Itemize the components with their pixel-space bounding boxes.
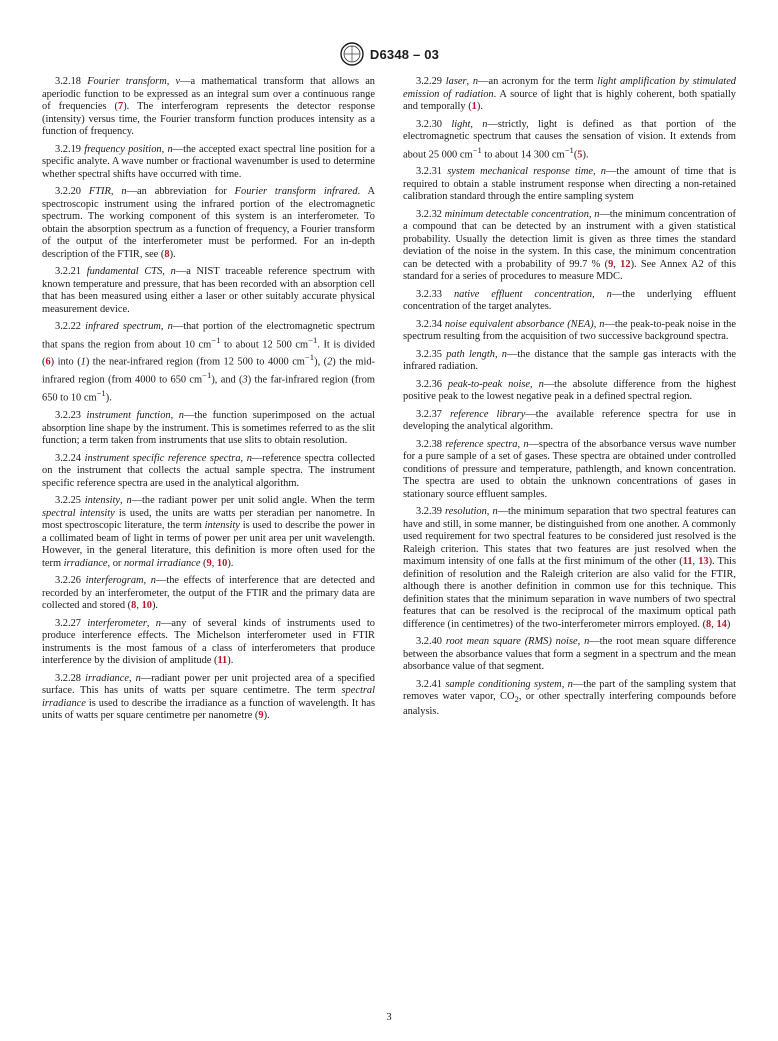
reference-link[interactable]: 8 [164, 248, 170, 260]
document-designation: D6348 – 03 [369, 46, 440, 62]
definition-paragraph: 3.2.40 root mean square (RMS) noise, n—the root mean square difference between the absorbance values that form a segment in a spectrum and the mean absorbance value of that segment. [403, 636, 737, 673]
reference-link[interactable]: 5 [577, 148, 583, 160]
reference-link[interactable]: 8 [131, 600, 137, 612]
page-header [0, 42, 778, 66]
definition-paragraph: 3.2.24 instrument specific reference spectra, n—reference spectra collected on the instrument that collects the actual sample spectra. The instrument specific reference spectra are used in the analytical algorithm. [42, 452, 375, 489]
definition-paragraph: 3.2.26 interferogram, n—the effects of interference that are detected and recorded by an interferometer, the output of the FTIR and the primary data are collected and stored (8, 10). [42, 575, 376, 612]
reference-link[interactable]: 13 [698, 556, 709, 568]
reference-link[interactable]: 10 [216, 557, 228, 569]
page-number: 3 [386, 1012, 392, 1023]
definition-paragraph: 3.2.18 Fourier transform, v—a mathematical transform that allows an aperiodic function to be expressed as an integral sum over a continuous range of frequencies (7). The interferogram represents the detector response (intensity) versus time, the Fourier transform function produces intensity as a function of frequency. [42, 76, 376, 137]
definition-paragraph: 3.2.35 path length, n—the distance that the sample gas interacts with the infrared radiation. [403, 348, 736, 373]
reference-link[interactable]: 12 [620, 258, 631, 270]
definition-paragraph: 3.2.28 irradiance, n—radiant power per unit projected area of a specified surface. This has units of watts per square centimetre. The term spectral irradiance is used to describe the irradiance as a function of wavelength. It has units of watts per square centimetre per nanometre (9). [42, 672, 375, 722]
reference-link[interactable]: 7 [118, 101, 124, 112]
definition-paragraph: 3.2.27 interferometer, n—any of several kinds of instruments used to produce interference effects. The Michelson interferometer used in FTIR instruments is the most famous of a class of interferometers that produce interference by the division of amplitude (11). [42, 617, 375, 667]
definition-paragraph: 3.2.32 minimum detectable concentration, n—the minimum concentration of a compound that can be detected by an instrument with a given statistical probability. Usually the detection limit is given as three times the standard deviation of the noise in the system. In this case, the minimum concentration can be detected with a probability of 99.7 % (9, 12). See Annex A2 of this standard for a series of procedures to measure MDC. [403, 208, 736, 283]
definition-paragraph: 3.2.25 intensity, n—the radiant power per unit solid angle. When the term spectral intensity is used, the units are watts per steradian per nanometre. In most spectroscopic literature, the term intensity is used to describe the power in a collimated beam of light in terms of power per unit area per unit wavelength. However, in the general literature, this definition is more often used for the term irradiance, or normal irradiance (9, 10). [42, 495, 376, 569]
definition-paragraph: 3.2.29 laser, n—an acronym for the term light amplification by stimulated emission of radiation. A source of light that is highly coherent, both spatially and temporally (1). [403, 76, 737, 112]
definition-paragraph: 3.2.22 infrared spectrum, n—that portion of the electromagnetic spectrum that spans the region from about 10 $cm^{-1}$ to about 12 500 $cm^{-1}$. It is divided (6) into (1) the near-infrared region (from 12 500 to 4000 $cm^{-1}$), (2) the mid-infrared region (from 4000 to 650 $cm^{-1}$), and (3) the far-infrared region (from 650 to 10 $cm^{-1}$). [42, 321, 376, 404]
definition-paragraph: 3.2.36 peak-to-peak noise, n—the absolute difference from the highest positive peak to the lowest negative peak in a defined spectral region. [403, 378, 737, 403]
reference-link[interactable]: 9 [258, 710, 264, 722]
definition-paragraph: 3.2.19 frequency position, n—the accepted exact spectral line position for a specific analyte. A wave number or fractional wavenumber is used to determine whether spectral shifts have occurred with time. [42, 143, 375, 180]
definition-paragraph: 3.2.34 noise equivalent absorbance (NEA), n—the peak-to-peak noise in the spectrum resulting from the acquisition of two successive background spectra. [403, 318, 736, 343]
definition-paragraph: 3.2.30 light, n—strictly, light is defined as that portion of the electromagnetic spectrum that causes the sensation of vision. It extends from about 25 000 $cm^{-1}$ to about 14 300 $cm^{-1}(5)$. [403, 118, 736, 160]
reference-link[interactable]: 11 [682, 556, 693, 568]
astm-logo-icon [339, 42, 365, 66]
reference-link[interactable]: 10 [141, 600, 152, 612]
definition-paragraph: 3.2.41 sample conditioning system, n—the part of the sampling system that removes water vapor, $CO_2$, or other spectrally interfering compounds before analysis. [403, 678, 737, 718]
reference-link[interactable]: 8 [706, 618, 712, 630]
definition-paragraph: 3.2.37 reference library—the available reference spectra for use in developing the analytical algorithm. [403, 408, 737, 433]
reference-link[interactable]: 9 [608, 258, 614, 270]
reference-link[interactable]: 14 [716, 618, 727, 630]
reference-link[interactable]: 6 [45, 356, 51, 368]
right-column [403, 76, 736, 724]
definition-paragraph: 3.2.20 FTIR, n—an abbreviation for Fourier transform infrared. A spectroscopic instrument using the infrared portion of the electromagnetic spectrum. The working component of this system is an interferometer. To obtain the absorption spectrum as a function of frequency, a Fourier transform of the output of the interferometer must be performed. For an in-depth description of the FTIR, see (8). [42, 186, 376, 260]
reference-link[interactable]: 1 [471, 101, 477, 112]
reference-link[interactable]: 9 [206, 557, 212, 569]
definition-paragraph: 3.2.31 system mechanical response time, n—the amount of time that is required to obtain a stable instrument response when directing a non-retained calibration standard through the entire sampling system [403, 166, 737, 203]
definition-paragraph: 3.2.23 instrument function, n—the function superimposed on the actual absorption line shape by the instrument. This is sometimes referred to as the slit function; a term taken from instruments that use slits to obtain resolution. [42, 410, 376, 447]
definition-paragraph: 3.2.38 reference spectra, n—spectra of the absorbance versus wave number for a pure sample of a set of gases. These spectra are obtained under controlled conditions of pressure and temperature, pathlength, and known concentration. The spectra are used to obtain the unknown concentrations of gases in stationary source effluent samples. [403, 438, 736, 500]
reference-link[interactable]: 11 [217, 655, 228, 667]
definition-paragraph: 3.2.39 resolution, n—the minimum separation that two spectral features can have and still, in some manner, be distinguished from one another. A commonly used requirement for two spectral features to be considered just resolved is the Raleigh criterion. This states that two features are just resolved when the maximum intensity of one falls at the first minimum of the other (11, 13). This definition of resolution and the Raleigh criterion are also valid for the FTIR, although there is another definition in common use for this technique. This definition states that the minimum separation in wave numbers of two spectral features that can be resolved is the reciprocal of the maximum optical path difference (in centimetres) of the two-interferometer mirrors employed. (8, 14) [403, 506, 736, 630]
definition-paragraph: 3.2.21 fundamental CTS, n—a NIST traceable reference spectrum with known temperature and pressure, that has been recorded with an absorption cell that has been measured using either a laser or other suitably accurate physical measurement device. [42, 266, 376, 315]
definition-paragraph: 3.2.33 native effluent concentration, n—the underlying effluent concentration of the target analytes. [403, 288, 737, 313]
left-column [42, 76, 375, 728]
